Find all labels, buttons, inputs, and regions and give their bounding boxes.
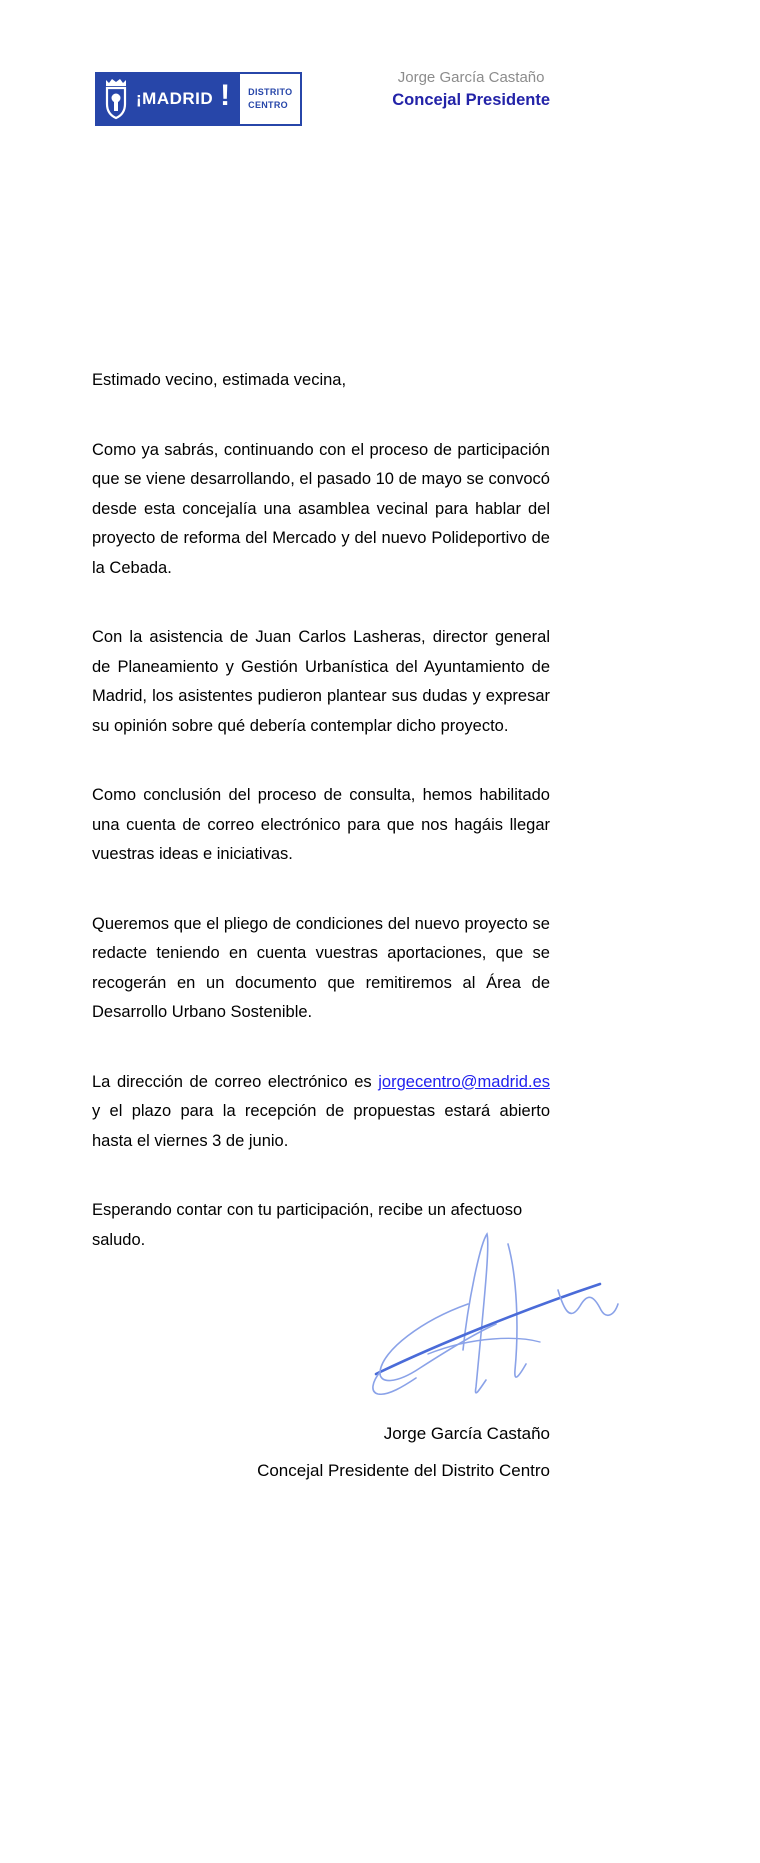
logo-district-line2: CENTRO [248, 100, 288, 110]
sender-title: Concejal Presidente [392, 91, 550, 109]
letter-body [92, 366, 550, 1295]
signature-title: Concejal Presidente del Distrito Centro [257, 1461, 550, 1480]
logo-blue-panel [95, 72, 240, 126]
logo-district-line1: DISTRITO [248, 86, 293, 97]
signature [368, 1232, 623, 1427]
signature-name: Jorge García Castaño [383, 1424, 550, 1443]
madrid-crest-icon [103, 77, 129, 121]
paragraph-1: Como ya sabrás, continuando con el proceso de participación que se viene desarrollando, el pasado 10 de mayo se convocó desde esta concejalía una asamblea vecinal para hablar del proyecto de reforma del Mercado y del nuevo Polideportivo de la Cebada. [92, 440, 550, 577]
paragraph-3: Como conclusión del proceso de consulta, hemos habilitado una cuenta de correo electrónico para que nos hagáis llegar vuestras ideas e iniciativas. [92, 786, 550, 863]
salutation: Estimado vecino, estimada vecina, [92, 371, 347, 389]
paragraph-email [92, 1068, 550, 1157]
logo-district-panel [240, 72, 302, 126]
letterhead-sender [392, 69, 550, 110]
logo-exclamation: ! [220, 79, 231, 112]
closing-line: Esperando contar con tu participación, recibe un afectuoso saludo. [92, 1201, 523, 1249]
logo-madrid-text: ¡MADRID [136, 89, 214, 108]
paragraph-2: Con la asistencia de Juan Carlos Lasheras, director general de Planeamiento y Gestión Urbanística del Ayuntamiento de Madrid, los asistentes pudieron plantear sus dudas y expresar su opinión sobre qué debería contemplar dicho proyecto. [92, 628, 550, 735]
email-paragraph-after: y el plazo para la recepción de propuestas estará abierto hasta el viernes 3 de junio. [92, 1102, 550, 1150]
paragraph-4: Queremos que el pliego de condiciones del nuevo proyecto se redacte teniendo en cuenta vuestras aportaciones, que se recogerán en un documento que remitiremos al Área de Desarrollo Urbano Sostenible. [92, 914, 550, 1021]
email-paragraph-before: La dirección de correo electrónico es [92, 1072, 379, 1091]
sender-name: Jorge García Castaño [397, 69, 545, 86]
madrid-district-logo [95, 72, 302, 126]
signature-block [130, 1424, 550, 1481]
email-link[interactable]: jorgecentro@madrid.es [378, 1072, 550, 1091]
